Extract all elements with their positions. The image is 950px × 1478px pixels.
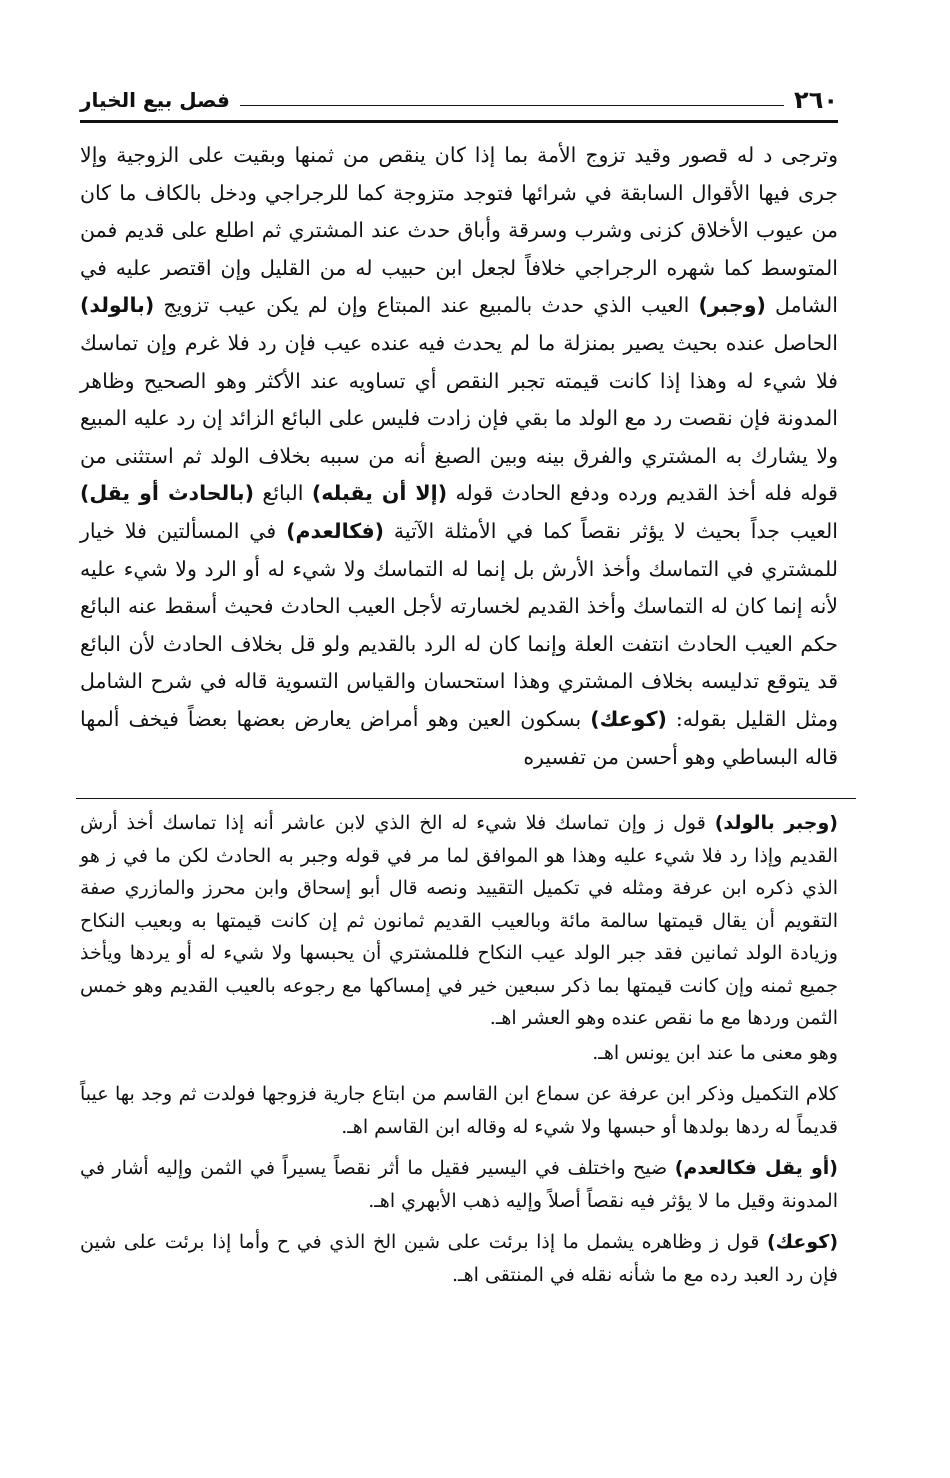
bold-term: (بالحادث أو يقل): [80, 481, 254, 506]
running-header: [80, 80, 838, 118]
footnote-label: (كوعك): [767, 1231, 838, 1254]
main-text-segment: وترجى د له قصور وقيد تزوج الأمة بما إذا كان ينقص من ثمنها وبقيت على الزوجية وإلا جرى فيها الأقوال السابقة في شرائها فتوجد متزوجة كما للرجراجي ودخل بالكاف ما كان من عيوب الأخلاق كزنى وشرب وسرقة وأباق حدث عند المشتري ثم اطلع على قديم فمن المتوسط كما شهره الرجراجي خلافاً لجعل ابن حبيب له من القليل وإن اقتصر عليه في الشامل: [80, 143, 838, 318]
footnote-text: كلام التكميل وذكر ابن عرفة عن سماع ابن القاسم من ابتاع جارية فزوجها فولدت ثم وجد بها عيباً قديماً له ردها بولدها أو حبسها ولا شيء له وقاله ابن القاسم اهـ.: [80, 1083, 838, 1138]
header-leader-line: [240, 105, 784, 106]
footnotes: [80, 807, 838, 1291]
footnote-text: قول ز وإن تماسك فلا شيء له الخ الذي لابن عاشر أنه إذا تماسك أخذ أرش القديم وإذا رد فلا شيء عليه وهذا هو الموافق لما مر في قوله وجبر به الحادث لكن ما في ز هو الذي ذكره ابن عرفة ومثله في تكميل التقييد ونصه قال أبو إسحاق وابن محرز والمازري صفة التقويم أن يقال قيمتها سالمة مائة وبالعيب القديم ثمانون ثم إن كانت قيمتها به وبعيب النكاح وزيادة الولد ثمانين فقد جبر الولد عيب النكاح فللمشتري أن يحبسها ولا شيء له أو يردها ويأخذ جميع ثمنه وإن كانت قيمتها بما ذكر سبعين خير في إمساكها مع رجوعه بالعيب القديم وهو خمس الثمن وردها مع ما نقص عنده وهو العشر اهـ.: [80, 812, 838, 1030]
main-text-segment: في المسألتين فلا خيار للمشتري في التماسك وأخذ الأرش بل إنما له التماسك ولا شيء له أو الرد ولا شيء عليه لأنه إنما كان له التماسك وأخذ القديم لخسارته لأجل العيب الحادث فحيث أسقط عنه البائع حكم العيب الحادث انتفت العلة وإنما كان له الرد بالقديم ولو قل بخلاف الحادث لأن البائع قد يتوقع تدليسه بخلاف المشتري وهذا استحسان والقياس التسوية قاله في شرح الشامل ومثل القليل بقوله:: [80, 518, 838, 731]
footnote-text: قول ز وظاهره يشمل ما إذا برئت على شين الخ الذي في ح وأما إذا برئت على شين فإن رد العبد رده مع ما شأنه نقله في المنتقى اهـ.: [80, 1231, 838, 1286]
page-number: ٢٦٠: [794, 86, 838, 114]
footnote-text: وهو معنى ما عند ابن يونس اهـ.: [592, 1041, 838, 1064]
bold-term: (إلا أن يقبله): [311, 481, 448, 506]
bold-term: (وجبر): [698, 293, 766, 318]
footnote: [80, 1037, 838, 1070]
main-text-segment: بسكون العين وهو أمراض يعارض بعضها بعضاً فيخف ألمها قاله البساطي وهو أحسن من تفسيره: [80, 706, 838, 769]
main-text-segment: البائع: [262, 481, 304, 506]
bold-term: (بالولد): [80, 293, 155, 318]
main-text-segment: الحاصل عنده بحيث يصير بمنزلة ما لم يحدث فيه عنده عيب فإن رد فلا غرم وإن تماسك فلا شيء له وهذا إذا كانت قيمته تجبر النقص أي تساويه عند الأكثر وهو الصحيح وظاهر المدونة فإن نقصت رد مع الولد ما بقي فإن زادت فليس على البائع الزائد إن رد عليه المبيع ولا يشارك به المشتري والفرق بينه وبين الصبغ أنه من سببه بخلاف الولد ثم استثنى من قوله فله أخذ القديم ورده ودفع الحادث قوله: [80, 330, 838, 506]
main-text-segment: العيب الذي حدث بالمبيع عند المبتاع وإن لم يكن عيب تزويج: [163, 293, 690, 318]
bold-term: (كوعك): [590, 706, 667, 731]
footnote-label: (وجبر بالولد): [714, 812, 838, 835]
footnote-text: ضيح واختلف في اليسير فقيل ما أثر نقصاً يسيراً في الثمن وإليه أشار في المدونة وقيل ما لا يؤثر فيه نقصاً أصلاً وإليه ذهب الأبهري اهـ.: [80, 1157, 838, 1212]
main-paragraph: [80, 137, 838, 776]
footnote-separator: [76, 798, 856, 799]
header-rule: [80, 120, 838, 123]
book-page: [80, 80, 838, 1450]
footnote: [80, 1152, 838, 1217]
footnote: [80, 807, 838, 1035]
main-text: [80, 137, 838, 776]
footnote: [80, 1078, 838, 1143]
footnote-label: (أو يقل فكالعدم): [674, 1157, 838, 1180]
main-text-segment: العيب جداً بحيث لا يؤثر نقصاً كما في الأمثلة الآتية: [393, 518, 838, 543]
bold-term: (فكالعدم): [286, 518, 384, 543]
footnote: [80, 1226, 838, 1291]
chapter-title: فصل بيع الخيار: [80, 88, 230, 112]
